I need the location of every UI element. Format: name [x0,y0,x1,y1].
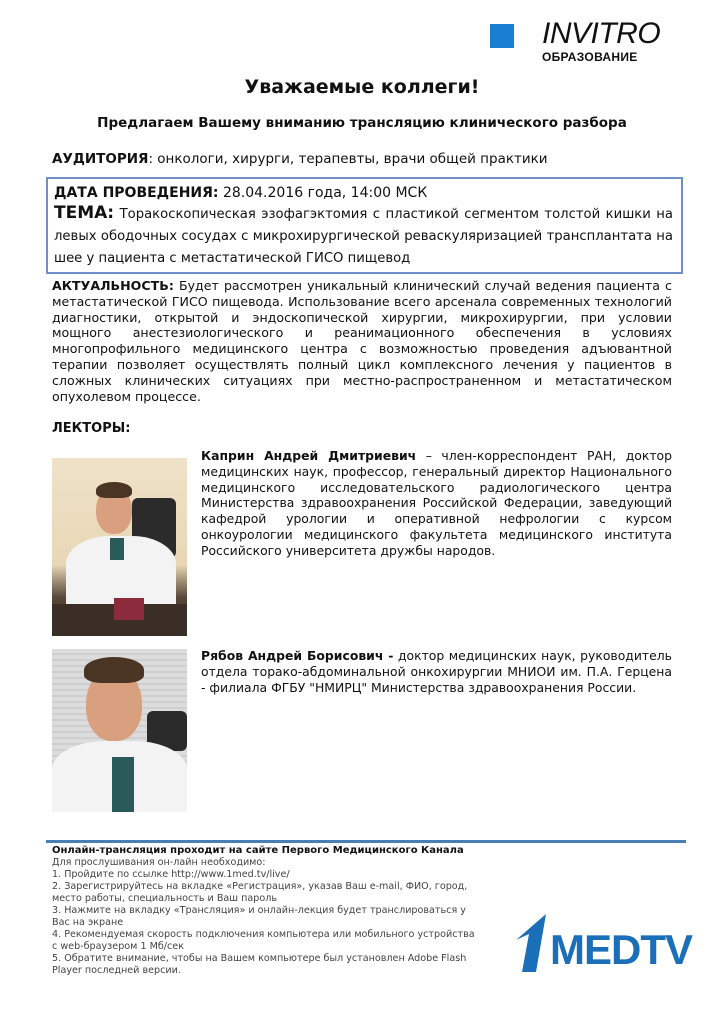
instructions-intro: Для прослушивания он-лайн необходимо: [52,857,266,868]
medtv-logo-text: MEDTV [550,926,692,973]
audience-value: : онкологи, хирурги, терапевты, врачи общей практики [148,151,548,167]
event-theme-value: Торакоскопическая эзофагэктомия с пластикой сегментом толстой кишки на левых ободочных сосудах с микрохирургической реваскуляризацией трансплантата на шее у пациента с метастатической ГИСО пищевод [54,207,673,266]
medtv-one-icon [514,914,554,972]
event-theme [54,202,673,270]
lecturer-description: – член-корреспондент РАН, доктор медицинских наук, профессор, генеральный директор Национального медицинского исследовательского радиологического центра Министерства здравоохранения Российской Федерации, заведующий кафедрой урологии и оперативной нефрологии с курсом онкоурологии медицинского факультета медицинского института Российского университета дружбы народов. [201,448,672,558]
lecturer-bio [201,448,672,559]
broadcast-instructions [52,845,482,977]
lecturer-name: Рябов Андрей Борисович - [201,648,394,663]
page-subtitle: Предлагаем Вашему вниманию трансляцию клинического разбора [97,115,627,131]
instruction-step: 1. Пройдите по ссылке http://www.1med.tv/live/ [52,869,290,880]
instructions-heading: Онлайн-трансляция проходит на сайте Первого Медицинского Канала [52,845,464,856]
instruction-step: 4. Рекомендуемая скорость подключения компьютера или мобильного устройства с web-браузером 1 Мб/сек [52,929,475,952]
event-date [54,184,673,202]
lecturer-name: Каприн Андрей Дмитриевич [201,448,417,463]
lecturer-photo-ryabov [52,649,187,812]
lecturer-bio [201,648,672,695]
relevance-paragraph [52,278,672,404]
audience-line [52,151,548,167]
page-title: Уважаемые коллеги! [244,76,480,98]
relevance-text: Будет рассмотрен уникальный клинический случай ведения пациента с метастатической ГИСО пищевода. Использование всего арсенала современных технологий диагностики, открытой и эндоскопической хирургии, микрохирургии, при условии мощного анестезиологического и реанимационного обеспечения в условиях многопрофильного медицинского центра с возможностью проведения адъювантной терапии позволяет осуществлять полный цикл комплексного лечения у пациентов в сложных клинических ситуациях при местно-распространенном и метастатическом опухолевом процессе. [52,278,672,404]
instruction-step: 5. Обратите внимание, чтобы на Вашем компьютере был установлен Adobe Flash Player последней версии. [52,953,467,976]
event-date-label: ДАТА ПРОВЕДЕНИЯ: [54,185,219,201]
audience-label: АУДИТОРИЯ [52,151,149,167]
event-date-value: 28.04.2016 года, 14:00 МСК [218,185,428,201]
lecturer-description: доктор медицинских наук, руководитель отдела торако-абдоминальной онкохирургии МНИОИ им. П.А. Герцена - филиала ФГБУ "НМИРЦ" Министерства здравоохранения России. [201,648,672,695]
relevance-label: АКТУАЛЬНОСТЬ: [52,278,174,293]
instruction-step: 2. Зарегистрируйтесь на вкладке «Регистрация», указав Ваш e-mail, ФИО, город, место работы, специальность и Ваш пароль [52,881,468,904]
invitro-logo [490,17,670,68]
medtv-logo [514,914,694,974]
lecturers-heading: ЛЕКТОРЫ: [52,421,131,436]
logo-square-icon [490,24,514,48]
logo-sub-text: ОБРАЗОВАНИЕ [542,50,638,64]
event-info-box [46,177,683,274]
footer-divider [46,840,686,843]
event-theme-label: ТЕМА: [54,203,115,223]
logo-brand-text: INVITRO [542,17,661,50]
lecturer-photo-kaprin [52,458,187,636]
instruction-step: 3. Нажмите на вкладку «Трансляция» и онлайн-лекция будет транслироваться у Вас на экране [52,905,466,928]
